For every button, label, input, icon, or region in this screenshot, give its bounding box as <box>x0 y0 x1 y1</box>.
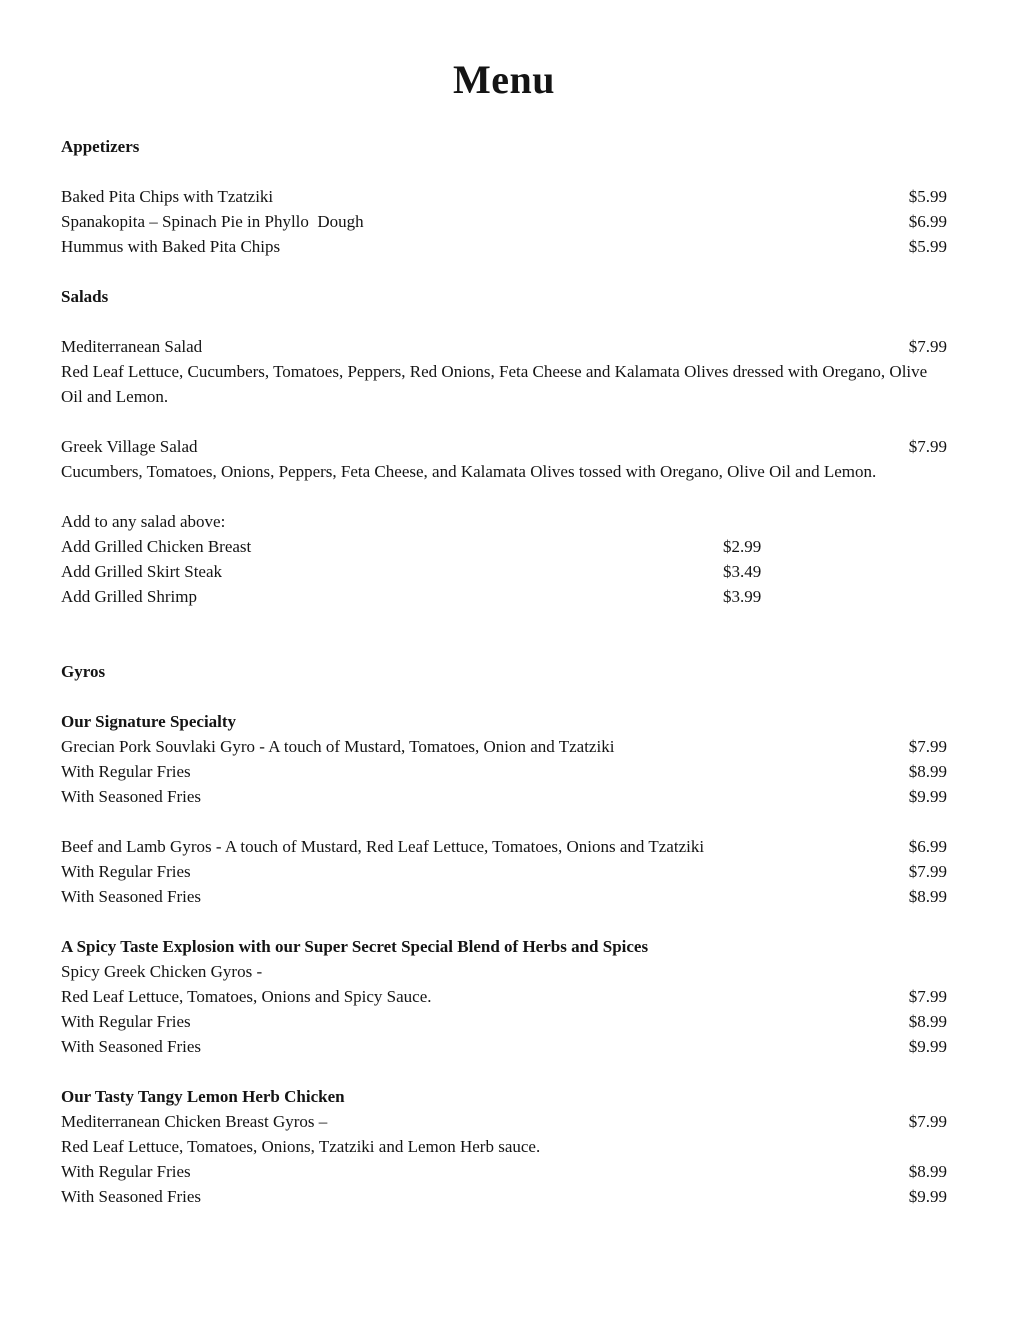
menu-item-row <box>61 759 947 784</box>
item-price: $3.99 <box>723 587 762 606</box>
item-name: With Seasoned Fries <box>61 787 202 806</box>
menu-item-row <box>61 1134 947 1159</box>
group-tagline: A Spicy Taste Explosion with our Super Secret Special Blend of Herbs and Spices <box>61 937 649 956</box>
appetizers-heading: Appetizers <box>61 137 140 156</box>
gyro-group-signature <box>61 709 947 809</box>
menu-item-row <box>61 184 947 209</box>
gyro-group-lemon-herb-chicken <box>61 1084 947 1209</box>
item-name: With Regular Fries <box>61 1162 191 1181</box>
item-name: With Seasoned Fries <box>61 1187 202 1206</box>
menu-item-row <box>61 334 947 359</box>
item-name: Mediterranean Salad <box>61 337 203 356</box>
item-name: Spanakopita – Spinach Pie in Phyllo Dough <box>61 212 364 231</box>
item-name: With Regular Fries <box>61 862 191 881</box>
item-name: Add Grilled Skirt Steak <box>61 562 223 581</box>
item-name: Greek Village Salad <box>61 437 198 456</box>
page-title: Menu <box>453 57 555 102</box>
item-name: With Regular Fries <box>61 1012 191 1031</box>
menu-item-row <box>61 209 947 234</box>
item-name: Red Leaf Lettuce, Tomatoes, Onions and Spicy Sauce. <box>61 987 432 1006</box>
gyros-heading: Gyros <box>61 662 106 681</box>
menu-item-row <box>61 434 947 459</box>
menu-item-row <box>61 734 947 759</box>
menu-item-row <box>61 1009 947 1034</box>
item-price: $8.99 <box>908 1162 947 1181</box>
item-name: Add Grilled Chicken Breast <box>61 537 252 556</box>
menu-item-row <box>61 859 947 884</box>
item-price: $9.99 <box>908 1187 947 1206</box>
salad-item <box>61 334 947 409</box>
item-price: $8.99 <box>908 762 947 781</box>
menu-item-row <box>61 1109 947 1134</box>
item-price: $9.99 <box>908 787 947 806</box>
item-price: $6.99 <box>908 212 947 231</box>
item-name: With Seasoned Fries <box>61 887 202 906</box>
item-name: With Seasoned Fries <box>61 1037 202 1056</box>
item-price: $3.49 <box>723 562 762 581</box>
item-price: $9.99 <box>908 1037 947 1056</box>
item-name: Beef and Lamb Gyros - A touch of Mustard, Red Leaf Lettuce, Tomatoes, Onions and Tzatziki <box>61 837 705 856</box>
appetizers-list <box>61 184 947 259</box>
item-name: Baked Pita Chips with Tzatziki <box>61 187 274 206</box>
item-price: $7.99 <box>908 987 947 1006</box>
group-tagline: Our Signature Specialty <box>61 712 237 731</box>
item-price: $7.99 <box>908 437 947 456</box>
section-appetizers <box>61 134 947 259</box>
salad-addons <box>61 509 947 609</box>
section-salads <box>61 284 947 609</box>
item-price: $8.99 <box>908 1012 947 1031</box>
item-price: $5.99 <box>908 237 947 256</box>
menu-item-row <box>61 1034 947 1059</box>
item-price: $7.99 <box>908 862 947 881</box>
item-price: $2.99 <box>723 537 762 556</box>
menu-item-row <box>61 1159 947 1184</box>
addons-label: Add to any salad above: <box>61 512 226 531</box>
menu-document <box>61 56 947 1209</box>
addon-row <box>61 534 947 559</box>
menu-item-row <box>61 984 947 1009</box>
menu-item-row <box>61 784 947 809</box>
item-name: Red Leaf Lettuce, Tomatoes, Onions, Tzatziki and Lemon Herb sauce. <box>61 1137 541 1156</box>
item-price: $5.99 <box>908 187 947 206</box>
item-name: Hummus with Baked Pita Chips <box>61 237 281 256</box>
salad-item <box>61 434 947 484</box>
item-price: $8.99 <box>908 887 947 906</box>
item-price: $6.99 <box>908 837 947 856</box>
addon-row <box>61 559 947 584</box>
item-name: With Regular Fries <box>61 762 191 781</box>
item-price: $7.99 <box>908 1112 947 1131</box>
menu-item-row <box>61 1184 947 1209</box>
addon-row <box>61 584 947 609</box>
item-name: Add Grilled Shrimp <box>61 587 197 606</box>
salads-heading: Salads <box>61 287 109 306</box>
menu-item-row <box>61 959 947 984</box>
menu-item-row <box>61 884 947 909</box>
item-price: $7.99 <box>908 337 947 356</box>
item-description: Red Leaf Lettuce, Cucumbers, Tomatoes, Peppers, Red Onions, Feta Cheese and Kalamata Olives dressed with Oregano, Olive Oil and Lemon. <box>61 362 928 406</box>
item-description: Cucumbers, Tomatoes, Onions, Peppers, Feta Cheese, and Kalamata Olives tossed with Oregano, Olive Oil and Lemon. <box>61 462 877 481</box>
gyro-group-beef-lamb <box>61 834 947 909</box>
item-name: Mediterranean Chicken Breast Gyros – <box>61 1112 328 1131</box>
section-gyros <box>61 659 947 1209</box>
group-tagline: Our Tasty Tangy Lemon Herb Chicken <box>61 1087 345 1106</box>
menu-item-row <box>61 234 947 259</box>
item-price: $7.99 <box>908 737 947 756</box>
menu-item-row <box>61 834 947 859</box>
item-name: Grecian Pork Souvlaki Gyro - A touch of Mustard, Tomatoes, Onion and Tzatziki <box>61 737 615 756</box>
item-name: Spicy Greek Chicken Gyros - <box>61 962 263 981</box>
gyro-group-spicy-chicken <box>61 934 947 1059</box>
